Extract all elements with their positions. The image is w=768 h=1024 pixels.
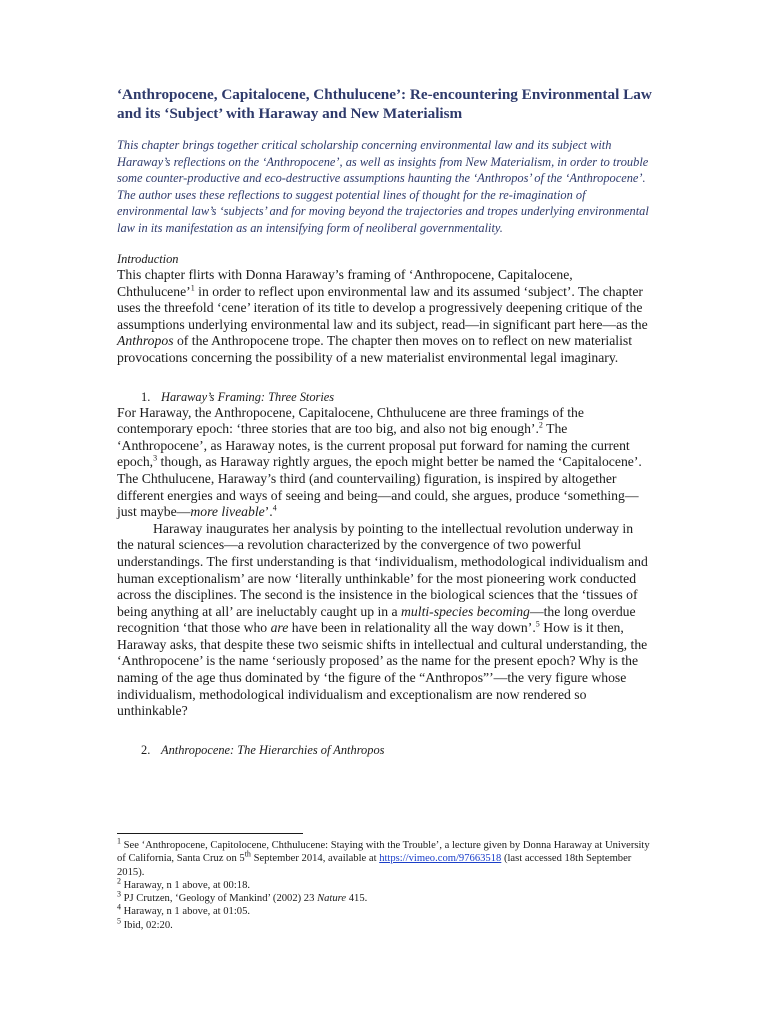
footnote-ref-5[interactable]: 5: [535, 619, 540, 629]
document-page: [117, 86, 653, 758]
section-2-heading: 2. Anthropocene: The Hierarchies of Anthropos: [141, 742, 385, 757]
footnotes: [117, 836, 653, 932]
paragraph-three-stories: For Haraway, the Anthropocene, Capitalocene, Chthulucene are three framings of the contemporary epoch: ‘three stories that are too big, and also not big enough’.$^2$ The ‘Anthropocene’, as Haraway notes, is the current proposal put forward for naming the current epoch,$^3$ though, as Haraway rightly argues, the epoch might better be named the ‘Capitalocene’. The Chthulucene, Haraway’s third (and countervailing) figuration, is inspired by altogether different energies and ways of seeing and being—and could, she argues, produce ‘something—just maybe—more liveable’.$^4$: [117, 404, 642, 520]
introduction-heading: Introduction: [117, 252, 179, 266]
paper-title: ‘Anthropocene, Capitalocene, Chthulucene’: Re-encountering Environmental Law and its ‘Subject’ with Haraway and New Materialism: [117, 86, 652, 122]
footnote-divider: [117, 833, 303, 834]
abstract: This chapter brings together critical scholarship concerning environmental law and its subject with Haraway’s reflections on the ‘Anthropocene’, as well as insights from New Materialism, in order to trouble some counter-productive and eco-destructive assumptions haunting the ‘Anthropos’ of the ‘Anthropocene’. The author uses these reflections to suggest potential lines of thought for the re-imagination of environmental law’s ‘subjects’ and for moving beyond the trajectories and tropes underlying environmental law in its manifestation as an intensifying form of neoliberal governmentality.: [117, 138, 649, 235]
footnote-4: $^4$ Haraway, n 1 above, at 01:05.: [117, 902, 251, 918]
footnote-ref-4[interactable]: 4: [272, 503, 277, 513]
footnote-ref-2[interactable]: 2: [538, 420, 543, 430]
footnote-1: $^1$ See ‘Anthropocene, Capitolocene, Chthulucene: Staying with the Trouble’, a lecture given by Donna Haraway at University of California, Santa Cruz on 5th September 2014, available at https://vimeo.com/97663518 (last accessed 18th September 2015).: [117, 836, 650, 878]
vimeo-link[interactable]: https://vimeo.com/97663518: [379, 853, 502, 865]
paragraph-haraway-analysis: Haraway inaugurates her analysis by pointing to the intellectual revolution underway in the natural sciences—a revolution characterized by the convergence of two powerful understandings. The first understanding is that ‘individualism, methodological individualism and human exceptionalism’ are now ‘literally unthinkable’ for the most pioneering work conducted across the disciplines. The second is the insistence in the biological sciences that the ‘tissues of being anything at all’ are ineluctably caught up in a multi-species becoming—the long overdue recognition ‘that those who are have been in relationality all the way down’.$^5$ How is it then, Haraway asks, that despite these two seismic shifts in intellectual and cultural understanding, the ‘Anthropocene’ is the name ‘seriously proposed’ as the name for the present epoch? Why is the naming of the age thus dominated by ‘the figure of the “Anthropos”’—the very figure whose individualism, methodological individualism and exceptionalism are now rendered so unthinkable?: [117, 520, 648, 719]
footnote-ref-1[interactable]: 1: [190, 283, 195, 293]
intro-paragraph: This chapter flirts with Donna Haraway’s framing of ‘Anthropocene, Capitalocene, Chthulucene’$^1$ in order to reflect upon environmental law and its assumed ‘subject’. The chapter uses the threefold ‘cene’ iteration of its title to develop a progressively deepening critique of the assumptions underlying environmental law and its subject, read—in significant part here—as the Anthropos of the Anthropocene trope. The chapter then moves on to reflect on new materialist provocations concerning the possibility of a new materialist environmental legal imaginary.: [117, 267, 648, 365]
footnote-5: $^5$ Ibid, 02:20.: [117, 916, 173, 931]
footnote-2: $^2$ Haraway, n 1 above, at 00:18.: [117, 876, 251, 891]
footnote-3: $^3$ PJ Crutzen, ‘Geology of Mankind’ (2002) 23 Nature 415.: [117, 889, 368, 905]
section-1-heading: 1. Haraway’s Framing: Three Stories: [141, 389, 335, 404]
footnote-ref-3[interactable]: 3: [153, 453, 158, 463]
